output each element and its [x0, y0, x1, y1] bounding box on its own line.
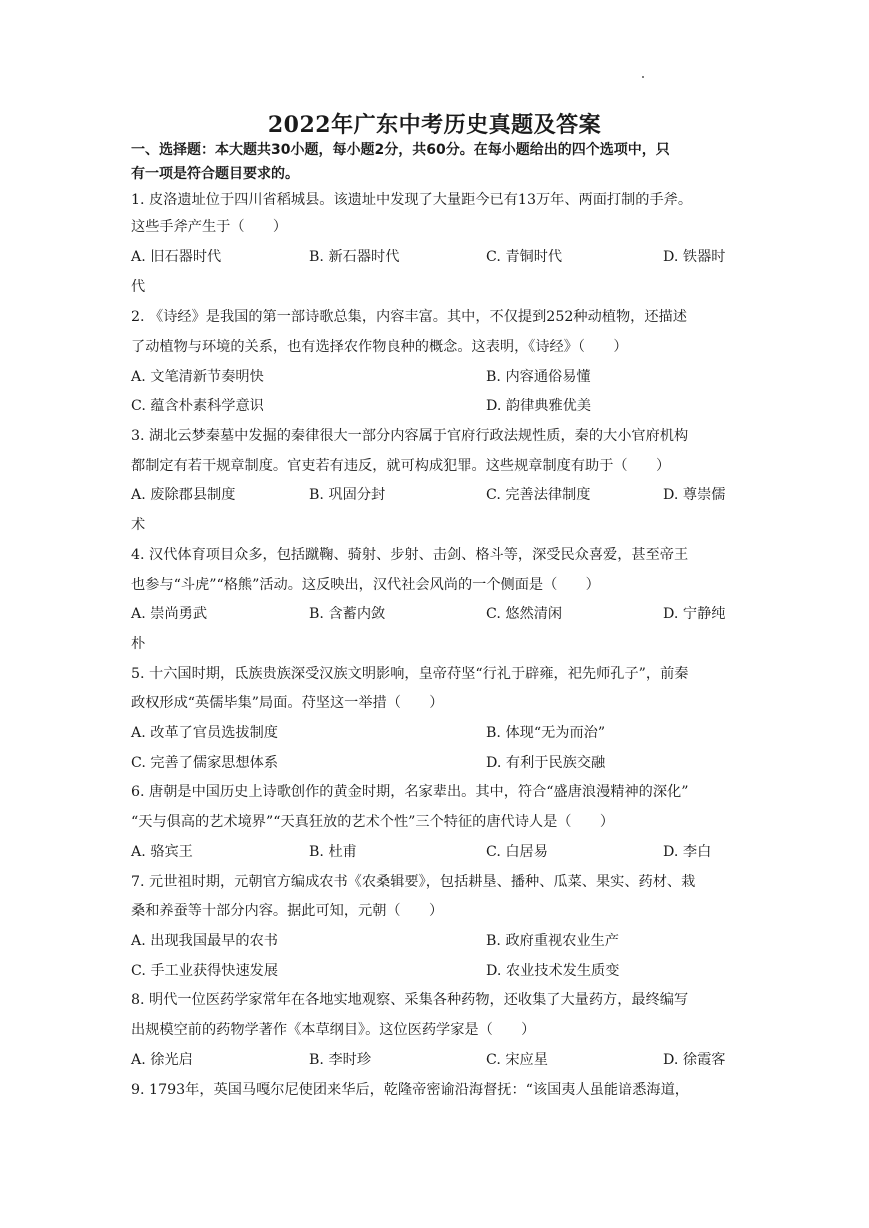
question-8-line2: 出规模空前的药物学著作《本草纲目》。这位医药学家是（ ） — [131, 1022, 536, 1038]
question-2-line1: 2. 《诗经》是我国的第一部诗歌总集，内容丰富。其中，不仅提到252种动植物，还描述 — [131, 309, 687, 325]
q1-option-d-wrap: 代 — [131, 279, 146, 295]
q1-option-a: A. 旧石器时代 — [131, 249, 222, 265]
question-4-line2: 也参与“斗虎”“格熊”活动。这反映出，汉代社会风尚的一个侧面是（ ） — [131, 577, 600, 593]
q8-option-a: A. 徐光启 — [131, 1052, 193, 1068]
q1-option-b: B. 新石器时代 — [309, 249, 400, 265]
q2-option-d: D. 韵律典雅优美 — [486, 398, 592, 414]
q8-option-d: D. 徐霞客 — [663, 1052, 726, 1068]
q4-option-d-wrap: 朴 — [131, 636, 146, 652]
q2-option-b: B. 内容通俗易懂 — [486, 369, 591, 385]
question-1-line2: 这些手斧产生于（ ） — [131, 219, 288, 235]
section-instruction-line2: 有一项是符合题目要求的。 — [131, 166, 299, 182]
q7-option-c: C. 手工业获得快速发展 — [131, 963, 279, 979]
q2-option-a: A. 文笔清新节奏明快 — [131, 369, 264, 385]
q3-option-c: C. 完善法律制度 — [486, 487, 591, 503]
q3-option-a: A. 废除郡县制度 — [131, 487, 236, 503]
q5-option-a: A. 改革了官员选拔制度 — [131, 725, 278, 741]
q6-option-d: D. 李白 — [663, 844, 712, 860]
q4-option-c: C. 悠然清闲 — [486, 606, 563, 622]
q3-option-d: D. 尊崇儒 — [663, 487, 726, 503]
question-4-line1: 4. 汉代体育项目众多，包括蹴鞠、骑射、步射、击剑、格斗等，深受民众喜爱，甚至帝王 — [131, 547, 689, 563]
q8-option-b: B. 李时珍 — [309, 1052, 372, 1068]
question-6-line2: “天与俱高的艺术境界”“天真狂放的艺术个性”三个特征的唐代诗人是（ ） — [131, 814, 615, 830]
q4-option-b: B. 含蓄内敛 — [309, 606, 386, 622]
question-6-line1: 6. 唐朝是中国历史上诗歌创作的黄金时期，名家辈出。其中，符合“盛唐浪漫精神的深化” — [131, 784, 689, 800]
page-dot — [642, 76, 644, 78]
q5-option-c: C. 完善了儒家思想体系 — [131, 755, 279, 771]
question-5-line1: 5. 十六国时期，氐族贵族深受汉族文明影响，皇帝苻坚“行礼于辟雍，祀先师孔子”，前秦 — [131, 666, 689, 682]
q5-option-b: B. 体现“无为而治” — [486, 725, 606, 741]
question-1-line1: 1. 皮洛遗址位于四川省稻城县。该遗址中发现了大量距今已有13万年、两面打制的手斧。 — [131, 192, 693, 208]
question-9-line1: 9. 1793年，英国马嘎尔尼使团来华后，乾隆帝密谕沿海督抚：“该国夷人虽能谙悉海道， — [131, 1082, 689, 1098]
q3-option-d-wrap: 术 — [131, 517, 146, 533]
q4-option-d: D. 宁静纯 — [663, 606, 726, 622]
q4-option-a: A. 崇尚勇武 — [131, 606, 208, 622]
q5-option-d: D. 有利于民族交融 — [486, 755, 606, 771]
page-title: 2022年广东中考历史真题及答案 — [267, 112, 602, 138]
q6-option-a: A. 骆宾王 — [131, 844, 193, 860]
question-3-line2: 都制定有若干规章制度。官吏若有违反，就可构成犯罪。这些规章制度有助于（ ） — [131, 458, 671, 474]
q1-option-c: C. 青铜时代 — [486, 249, 563, 265]
question-5-line2: 政权形成“英儒毕集”局面。苻坚这一举措（ ） — [131, 695, 444, 711]
q2-option-c: C. 蕴含朴素科学意识 — [131, 398, 264, 414]
q8-option-c: C. 宋应星 — [486, 1052, 548, 1068]
q7-option-b: B. 政府重视农业生产 — [486, 933, 619, 949]
question-8-line1: 8. 明代一位医药学家常年在各地实地观察、采集各种药物，还收集了大量药方，最终编写 — [131, 992, 689, 1008]
q6-option-b: B. 杜甫 — [309, 844, 357, 860]
question-7-line2: 桑和养蚕等十部分内容。据此可知，元朝（ ） — [131, 903, 444, 919]
question-3-line1: 3. 湖北云梦秦墓中发掘的秦律很大一部分内容属于官府行政法规性质，秦的大小官府机构 — [131, 428, 689, 444]
section-instruction-line1: 一、选择题：本大题共30小题，每小题2分，共60分。在每小题给出的四个选项中，只 — [131, 142, 670, 158]
q1-option-d: D. 铁器时 — [663, 249, 726, 265]
q3-option-b: B. 巩固分封 — [309, 487, 386, 503]
q7-option-a: A. 出现我国最早的农书 — [131, 933, 278, 949]
question-2-line2: 了动植物与环境的关系，也有选择农作物良种的概念。这表明，《诗经》（ ） — [131, 339, 628, 355]
question-7-line1: 7. 元世祖时期，元朝官方编成农书《农桑辑要》，包括耕垦、播种、瓜菜、果实、药材、栽 — [131, 874, 696, 890]
q6-option-c: C. 白居易 — [486, 844, 548, 860]
q7-option-d: D. 农业技术发生质变 — [486, 963, 620, 979]
